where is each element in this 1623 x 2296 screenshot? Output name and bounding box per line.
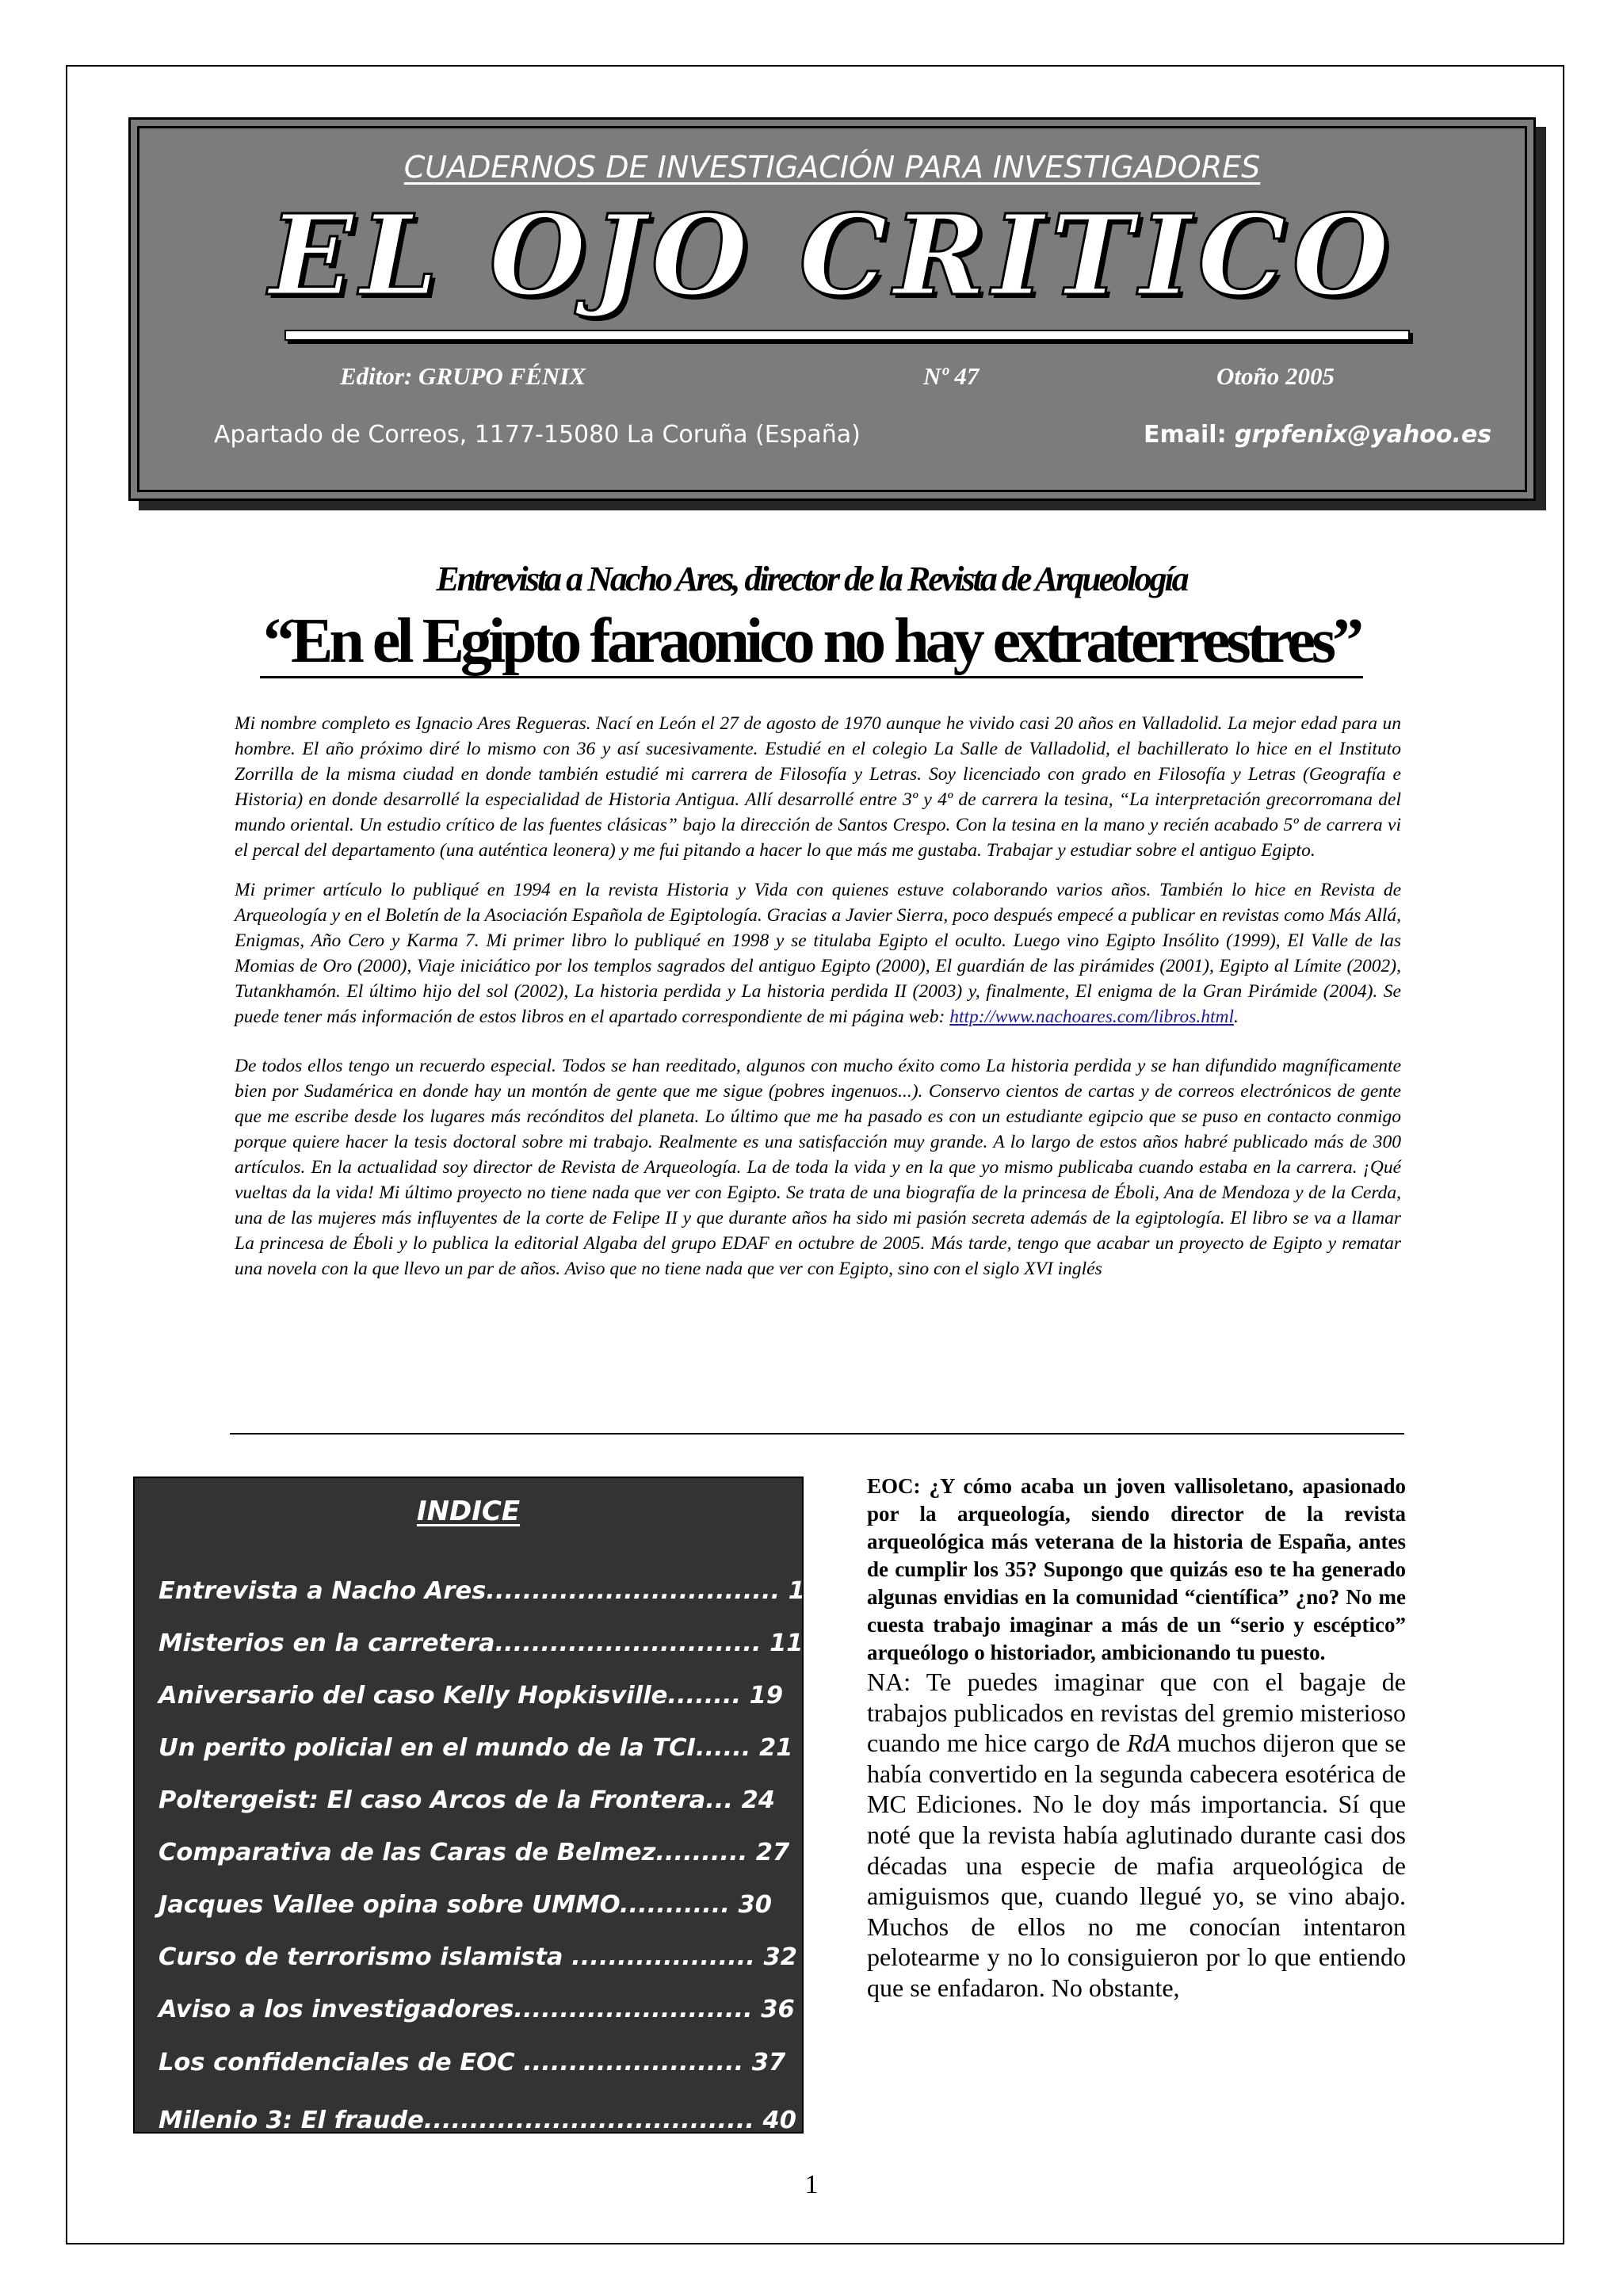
index-item[interactable]: Milenio 3: El fraude.................................... 40 — [158, 2107, 796, 2134]
index-item[interactable]: Aviso a los investigadores.......................... 36 — [158, 1996, 795, 2023]
masthead-email-block — [1144, 421, 1491, 449]
masthead-title: EL OJO CRITICO — [269, 191, 1396, 321]
index-item[interactable]: Jacques Vallee opina sobre UMMO............ 30 — [158, 1891, 772, 1919]
index-item[interactable]: Curso de terrorismo islamista .................... 32 — [158, 1943, 797, 1971]
article-intro — [235, 711, 1401, 1296]
intro-paragraph-1: Mi nombre completo es Ignacio Ares Regueras. Nací en León el 27 de agosto de 1970 aunque he vivido casi 20 años en Valladolid. La mejor edad para un hombre. El año próximo diré lo mismo con 36 y así sucesivamente. Estudié en el colegio La Salle de Valladolid, el bachillerato lo hice en el Instituto Zorrilla de la misma ciudad en donde también estudié mi carrera de Filosofía y Letras. Soy licenciado con grado en Filosofía y Letras (Geografía e Historia) en donde desarrollé la especialidad de Historia Antigua. Allí desarrollé entre 3º y 4º de carrera la tesina, “La interpretación grecorromana del mundo oriental. Un estudio crítico de las fuentes clásicas” bajo la dirección de Santos Crespo. Con la tesina en la mano y recién acabado 5º de carrera vi el percal del departamento (una auténtica leonera) y me fui pitando a hacer lo que más me gustaba. Trabajar y estudiar sobre el antiguo Egipto. — [235, 713, 1401, 861]
interview-column — [867, 1473, 1406, 2004]
index-item[interactable]: Misterios en la carretera............................. 11 — [158, 1629, 804, 1657]
intro-paragraph-2 — [235, 877, 1401, 1030]
intro-paragraph-3: De todos ellos tengo un recuerdo especial. Todos se han reeditado, algunos con mucho éxito como La historia perdida y se han difundido magníficamente bien por Sudamérica en donde hay un montón de gente que me sigue (pobres ingenuos...). Conservo cientos de cartas y de correos electrónicos de gente que me escribe desde los lugares más recónditos del planeta. Lo último que me ha pasado es con un estudiante egipcio que se puso en contacto conmigo porque quiere hacer la tesis doctoral sobre mi trabajo. Realmente es una satisfacción muy grande. A lo largo de estos años habré publicado más de 300 artículos. En la actualidad soy director de Revista de Arqueología. La de toda la vida y en la que yo mismo publicaba cuando estaba en la carrera. ¡Qué vueltas da la vida! Mi último proyecto no tiene nada que ver con Egipto. Se trata de una biografía de la princesa de Éboli, Ana de Mendoza y de la Cerda, una de las mujeres más influyentes de la corte de Felipe II y que durante años ha sido mi pasión secreta además de la egiptología. El libro se va a llamar La princesa de Éboli y lo publica la editorial Algaba del grupo EDAF en octubre de 2005. Más tarde, tengo que acabar un proyecto de Egipto y rematar una novela con la que llevo un par de años. Aviso que no tiene nada que ver con Egipto, sino con el siglo XVI inglés — [235, 1056, 1401, 1279]
masthead-subtitle: CUADERNOS DE INVESTIGACIÓN PARA INVESTIGADORES — [403, 150, 1261, 185]
article-kicker: Entrevista a Nacho Ares, director de la Revista de Arqueología — [436, 560, 1187, 598]
article-headline-wrap — [0, 606, 1623, 676]
intro-paragraph-2-text: Mi primer artículo lo publiqué en 1994 en la revista Historia y Vida con quienes estuve colaborando varios años. También lo hice en Revista de Arqueología y en el Boletín de la Asociación Española de Egiptología. Gracias a Javier Sierra, poco después empecé a publicar en revistas como Más Allá, Enigmas, Año Cero y Karma 7. Mi primer libro lo publiqué en 1998 y se titulaba Egipto el oculto. Luego vino Egipto Insólito (1999), El Valle de las Momias de Oro (2000), Viaje iniciático por los templos sagrados del antiguo Egipto (2000), El guardián de las pirámides (2001), Egipto al Límite (2002), Tutankhamón. El último hijo del sol (2002), La historia perdida y La historia perdida II (2003) y, finalmente, El enigma de la Gran Pirámide (2004). Se puede tener más información de estos libros en el apartado correspondiente de mi página web: — [235, 880, 1401, 1027]
masthead-issue: Nº 47 — [923, 362, 980, 390]
index-title: INDICE — [416, 1496, 521, 1527]
masthead-rule — [285, 330, 1410, 341]
masthead-editor: Editor: GRUPO FÉNIX — [340, 362, 586, 390]
index-item[interactable]: Poltergeist: El caso Arcos de la Frontera... 24 — [158, 1786, 776, 1814]
article-headline: “En el Egipto faraonico no hay extraterrestres” — [260, 606, 1363, 678]
index-item[interactable]: Los confidenciales de EOC ........................ 37 — [158, 2049, 786, 2076]
interview-answer-start: NA: Te puedes imaginar que con el bagaje de trabajos publicados en revistas del gremio misterioso cuando me hice cargo de — [867, 1668, 1406, 1758]
interview-answer-rest: muchos dijeron que se había convertido en la segunda cabecera esotérica de MC Ediciones. No le doy más importancia. Sí que noté que la revista había aglutinado durante casi dos décadas una especie de mafia arqueológica de amiguismos que, cuando llegué yo, se vino abajo. Muchos de ellos no me conocían intentaron pelotearme y no lo consiguieron por lo que entiendo que se enfadaron. No obstante, — [867, 1729, 1407, 2002]
masthead-email-label: Email: — [1144, 421, 1227, 449]
index-item[interactable]: Aniversario del caso Kelly Hopkisville........ 19 — [158, 1682, 784, 1710]
intro-paragraph-2-end: . — [1234, 1007, 1239, 1027]
page-number: 1 — [804, 2170, 819, 2199]
masthead-season: Otoño 2005 — [1216, 362, 1335, 390]
index-box — [133, 1477, 804, 2134]
index-item[interactable]: Entrevista a Nacho Ares................................ 1 — [158, 1577, 805, 1605]
masthead — [128, 117, 1536, 501]
interview-question: EOC: ¿Y cómo acaba un joven vallisoletano, apasionado por la arqueología, siendo director de la revista arqueológica más veterana de la historia de España, antes de cumplir los 35? Supongo que quizás eso te ha generado algunas envidias en la comunidad “científica” ¿no? No me cuesta trabajo imaginar a más de un “serio y escéptico” arqueólogo o historiador, ambicionando tu puesto. — [867, 1474, 1406, 1664]
index-item[interactable]: Comparativa de las Caras de Belmez.......... 27 — [158, 1839, 790, 1866]
interview-answer-em: RdA — [1126, 1729, 1171, 1758]
interview-answer — [867, 1667, 1406, 2004]
masthead-address: Apartado de Correos, 1177-15080 La Coruña (España) — [214, 421, 861, 449]
website-link[interactable]: http://www.nachoares.com/libros.html — [949, 1007, 1235, 1027]
index-item[interactable]: Un perito policial en el mundo de la TCI...... 21 — [158, 1734, 793, 1762]
masthead-email: grpfenix@yahoo.es — [1235, 421, 1492, 449]
intro-divider — [230, 1433, 1404, 1435]
